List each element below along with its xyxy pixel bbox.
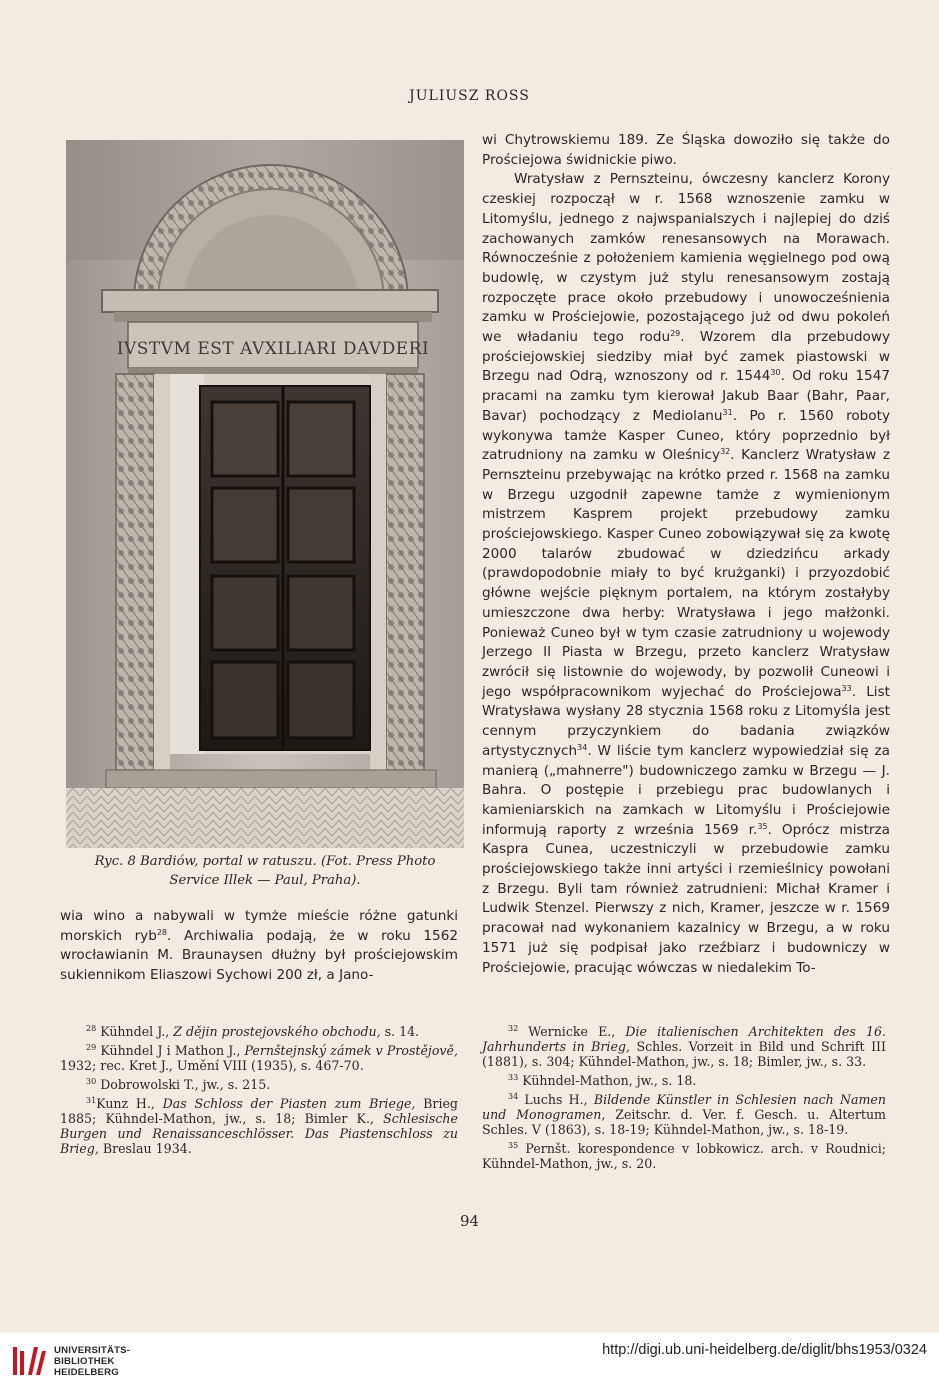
text-run: 1932; rec. Kret J., Umění VIII (1935), s. 467-70. bbox=[60, 1058, 364, 1073]
portal-inscription: IVSTVM EST AVXILIARI DAVDERI bbox=[116, 339, 430, 359]
footnote bbox=[482, 1024, 886, 1069]
footnote bbox=[482, 1141, 886, 1171]
footnote-ref: 30 bbox=[770, 368, 781, 378]
footnote-number: 28 bbox=[86, 1024, 97, 1033]
text-run: Kunz H., bbox=[96, 1096, 163, 1111]
right-text-column bbox=[482, 131, 890, 978]
footnote-ref: 28 bbox=[156, 927, 168, 937]
footnote-number: 35 bbox=[508, 1141, 519, 1150]
library-name[interactable] bbox=[54, 1345, 130, 1378]
text-run: Brieg 1885; Kühndel-Mathon, jw., s. 18; Bimler K., bbox=[60, 1096, 458, 1126]
footnote bbox=[482, 1073, 886, 1088]
library-name-line: HEIDELBERG bbox=[54, 1367, 119, 1378]
text-run: s. 14. bbox=[380, 1024, 420, 1039]
footnote-ref: 35 bbox=[757, 821, 768, 831]
text-run: . Od roku 1547 pracami na zamku tym kierował Jakub Baar (Bahr, Paar, Bavar) pochodzący z Mediolanu bbox=[482, 368, 890, 424]
italic-title: Pernštejnský zámek v Prostějově, bbox=[244, 1043, 458, 1058]
library-name-line: UNIVERSITÄTS- bbox=[54, 1345, 131, 1356]
figure-caption bbox=[60, 852, 470, 890]
text-run: . Archiwalia podają, że w roku 1562 wrocławianin M. Braunaysen dłużny był prościejowskim sukiennikom Eliaszowi Sychowi 200 zł, a Jano- bbox=[60, 927, 458, 984]
caption-line-1: Ryc. 8 Bardiów, portal w ratuszu. (Fot. Press Photo bbox=[94, 854, 436, 869]
library-footer bbox=[0, 1333, 939, 1398]
footnote bbox=[60, 1024, 458, 1039]
text-run: Wernicke E., bbox=[518, 1024, 626, 1039]
caption-line-2: Service Illek — Paul, Praha). bbox=[169, 873, 361, 888]
paragraph bbox=[482, 170, 890, 978]
footnote-ref: 33 bbox=[841, 683, 852, 693]
text-run: . Oprócz mistrza Kaspra Cunea, uczestniczyli w przebudowie zamku prościejowskiego także inni artyści i rzemieślnicy powołani z Brzegu. Byli tam również zatrudnieni: Michał Kramer i Ludwik Stenzel. Pierwszy z nich, Kramer, jeszcze w r. 1569 pracował nad wykonaniem kazalnicy w Brzegu, a w roku 1571 już się podpisał jako rzeźbiarz i budowniczy w Prościejowie, pracując wówczas w niedalekim To- bbox=[482, 821, 890, 976]
left-text-column bbox=[60, 907, 458, 986]
text-run: Luchs H., bbox=[518, 1092, 594, 1107]
wooden-door bbox=[200, 386, 370, 750]
footnote-number: 32 bbox=[508, 1024, 519, 1033]
library-name-line: BIBLIOTHEK bbox=[54, 1356, 115, 1367]
text-run: . W liście tym kanclerz wypowiedział się za manierą („mahnerre") budowniczego zamku w Brzegu — J. Bahra. O postępie i przebiegu prac budowlanych i kamieniarskich na zamkach w Litomyślu i Prościejowie informują raporty z września 1569 r. bbox=[482, 742, 890, 838]
text-run: Breslau 1934. bbox=[98, 1141, 192, 1156]
paragraph bbox=[60, 907, 458, 986]
footnotes-left bbox=[60, 1024, 458, 1160]
footnote-ref: 29 bbox=[670, 329, 681, 339]
text-run: wia wino a nabywali w tymże mieście różne gatunki morskich ryb bbox=[60, 908, 458, 944]
italic-title: Schlesische Burgen und Renaissanceschlösser. Das Piastenschloss zu Brieg, bbox=[60, 1111, 458, 1156]
footnote-number: 34 bbox=[508, 1092, 519, 1101]
footnote-number: 33 bbox=[508, 1073, 519, 1082]
text-run: . Wzorem dla przebudowy prościejowskiej siedziby miał być zamek piastowski w Brzegu nad Odrą, wznoszony od r. 1544 bbox=[482, 329, 890, 385]
footnote-ref: 32 bbox=[720, 447, 731, 457]
footnote bbox=[60, 1043, 458, 1073]
footnotes-right bbox=[482, 1024, 886, 1175]
text-run: Schles. Vorzeit in Bild und Schrift III (1881), s. 304; Kühndel-Mathon, jw., s. 18; Bimler, jw., s. 33. bbox=[482, 1039, 886, 1069]
text-run: . Kanclerz Wratysław z Pernszteinu przebywając na krótko przed r. 1568 na zamku w Brzegu uzgodnił zapewne tamże z wymienionym mistrzem Kasprem projekt przebudowy zamku prościejowskiego. Kasper Cuneo zobowiązywał się za kwotę 2000 talarów zbudować w dziedzińcu arkady (prawdopodobnie miały to być krużganki) i przyozdobić główne wejście pięknym portalem, na którym zostałyby umieszczone dwa herby: Wratysława i jego małżonki. Ponieważ Cuneo był w tym czasie zatrudniony u wojewody Jerzego II Piasta w Brzegu, przeto kanclerz Wratysław zwrócił się listownie do wojewody, by pozwolił Cuneowi i jego współpracownikom wyjechać do Prościejowa bbox=[482, 447, 890, 700]
text-run: Wratysław z Pernszteinu, ówczesny kanclerz Korony czeskiej rozpoczął w r. 1568 wznoszenie zamku w Litomyślu, jednego z najwspanialszych i najlepiej do dziś zachowanych zamków renesansowych na Morawach. Równocześnie z położeniem kamienia węgielnego pod ową budowlę, w czystym już stylu renesansowym zostają rozpoczęte prace około przebudowy i unowocześnienia zamku w Prościejowie, pozostającego już od dwu pokoleń we władaniu tego rodu bbox=[482, 171, 890, 346]
text-run: Dobrowolski T., jw., s. 215. bbox=[96, 1077, 271, 1092]
university-library-logo-icon[interactable] bbox=[10, 1341, 48, 1379]
italic-title: Das Schloss der Piasten zum Briege, bbox=[162, 1096, 416, 1111]
footnote-ref: 31 bbox=[722, 407, 733, 417]
portal-photograph bbox=[66, 140, 464, 848]
text-run: Pernšt. korespondence v lobkowicz. arch. v Roudnici; Kühndel-Mathon, jw., s. 20. bbox=[482, 1141, 886, 1171]
text-run: Zeitschr. d. Ver. f. Gesch. u. Altertum Schles. V (1863), s. 18-19; Kühndel-Mathon, jw., s. 18-19. bbox=[482, 1107, 886, 1137]
paragraph: wi Chytrowskiemu 189. Ze Śląska dowoziło się także do Prościejowa świdnickie piwo. bbox=[482, 132, 890, 168]
footnote-number: 31 bbox=[86, 1096, 97, 1105]
footnote-ref: 34 bbox=[577, 742, 588, 752]
page-number: 94 bbox=[459, 1212, 480, 1230]
footnote bbox=[482, 1092, 886, 1137]
digitization-url-link[interactable]: http://digi.ub.uni-heidelberg.de/diglit/bhs1953/0324 bbox=[602, 1342, 927, 1358]
italic-title: Bildende Künstler in Schlesien nach Namen und Monogramen, bbox=[482, 1092, 886, 1122]
text-run: Kühndel-Mathon, jw., s. 18. bbox=[518, 1073, 697, 1088]
text-run: Kühndel J., bbox=[96, 1024, 174, 1039]
text-run: . List Wratysława wysłany 28 stycznia 1568 roku z Litomyśla jest cennym przyczynkiem do badania związków artystycznych bbox=[482, 683, 890, 759]
text-run: Kühndel J i Mathon J., bbox=[96, 1043, 245, 1058]
text-run: . Po r. 1560 roboty wykonywa tamże Kasper Cuneo, który poprzednio był zatrudniony na zamku w Oleśnicy bbox=[482, 407, 891, 464]
footnote-number: 29 bbox=[86, 1043, 97, 1052]
italic-title: Die italienischen Architekten des 16. Jahrhunderts in Brieg, bbox=[482, 1024, 886, 1054]
footnote bbox=[60, 1096, 458, 1156]
footnote-number: 30 bbox=[86, 1077, 97, 1086]
italic-title: Z dějin prostejovského obchodu, bbox=[173, 1024, 381, 1039]
footnote bbox=[60, 1077, 458, 1092]
running-header: JULIUSZ ROSS bbox=[409, 88, 530, 104]
